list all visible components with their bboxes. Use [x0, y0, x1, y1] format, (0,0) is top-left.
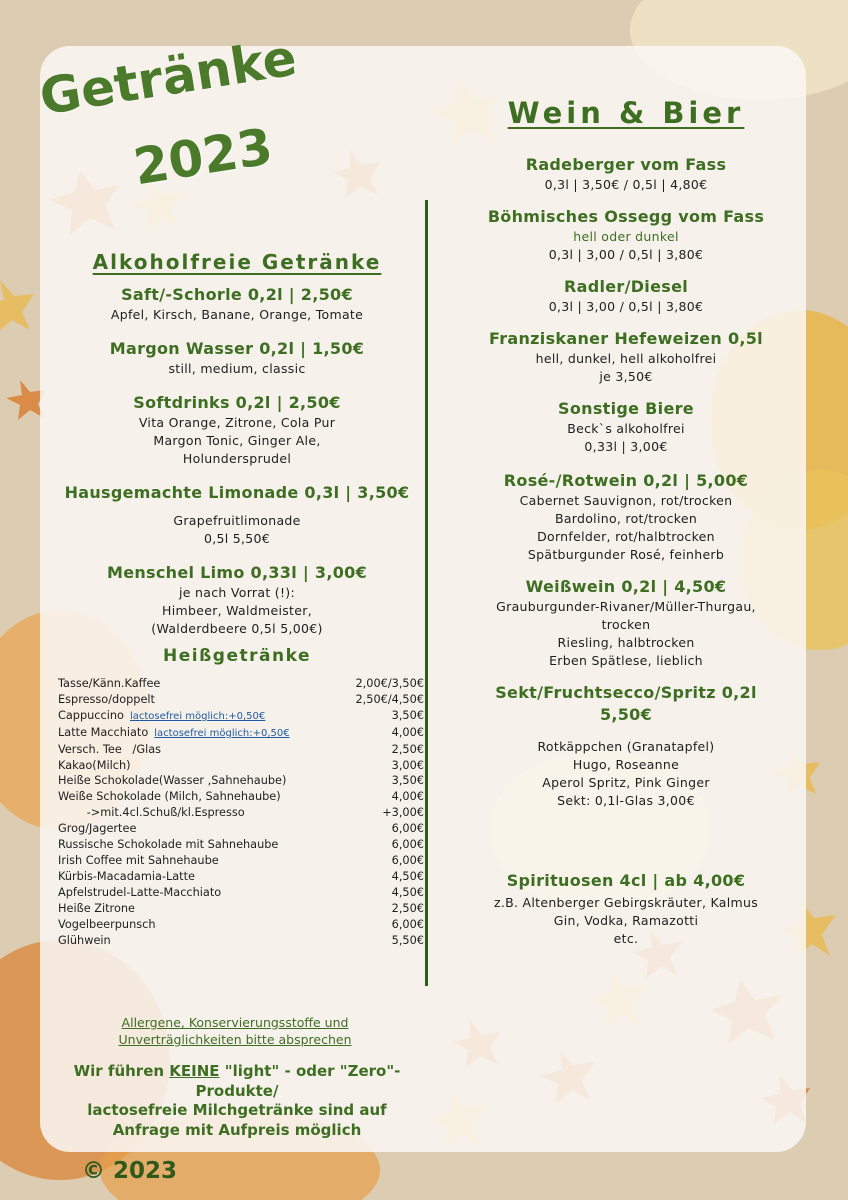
drink-name: ->mit.4cl.Schuß/kl.Espresso — [58, 806, 245, 820]
drink-price: 6,00€ — [391, 822, 424, 836]
item-description: Dornfelder, rot/halbtrocken — [537, 529, 715, 544]
menu-item — [436, 470, 816, 564]
drink-price: 2,50€ — [391, 901, 424, 915]
menu-item — [48, 482, 426, 548]
price-row — [48, 933, 426, 949]
menu-item — [436, 206, 816, 264]
section-title-alkoholfrei: Alkoholfreie Getränke — [92, 250, 382, 274]
price-row — [48, 692, 426, 708]
price-row — [48, 901, 426, 917]
menu-item — [436, 328, 816, 386]
item-title: Margon Wasser 0,2l | 1,50€ — [109, 339, 365, 358]
price-row — [48, 821, 426, 837]
menu-item — [436, 154, 816, 194]
item-description: Erben Spätlese, lieblich — [549, 653, 703, 668]
item-description: Bardolino, rot/trocken — [554, 511, 698, 526]
menu-year: 2023 — [129, 117, 277, 197]
price-row — [48, 676, 426, 692]
drink-price: 4,00€ — [391, 725, 424, 739]
item-description: 0,5l 5,50€ — [203, 531, 271, 546]
notice-line-2: Produkte/ — [195, 1081, 279, 1100]
item-description: Grauburgunder-Rivaner/Müller-Thurgau, — [496, 599, 756, 614]
copyright: © 2023 — [82, 1158, 178, 1184]
price-row — [48, 837, 426, 853]
drink-name: Apfelstrudel-Latte-Macchiato — [58, 885, 222, 899]
drink-name: Grog/Jagertee — [58, 822, 137, 836]
item-description: Beck`s alkoholfrei — [567, 421, 685, 436]
drink-price: 3,00€ — [391, 758, 424, 772]
item-description: 0,3l | 3,00 / 0,5l | 3,80€ — [548, 247, 704, 262]
lactose-note: lactosefrei möglich:+0,50€ — [154, 727, 290, 739]
item-title: Softdrinks 0,2l | 2,50€ — [133, 393, 341, 412]
item-title: Saft/-Schorle 0,2l | 2,50€ — [121, 285, 353, 304]
wein-bier-list — [436, 154, 816, 948]
item-title: Spirituosen 4cl | ab 4,00€ — [506, 871, 746, 890]
drink-price: 4,50€ — [391, 885, 424, 899]
menu-item — [436, 398, 816, 456]
menu-item — [436, 576, 816, 670]
drink-name: Latte Macchiato — [58, 725, 149, 739]
item-description: Spätburgunder Rosé, feinherb — [527, 547, 725, 562]
item-description: je 3,50€ — [599, 369, 653, 384]
drink-price: 3,50€ — [391, 774, 424, 788]
drink-name: Heiße Zitrone — [58, 901, 135, 915]
menu-item — [48, 338, 426, 378]
item-description: hell, dunkel, hell alkoholfrei — [535, 351, 717, 366]
item-description: Grapefruitlimonade — [173, 513, 301, 528]
drink-price: 3,50€ — [391, 708, 424, 722]
item-description: Aperol Spritz, Pink Ginger — [542, 775, 710, 790]
section-title-wein-bier: Wein & Bier — [507, 96, 745, 130]
item-description: 0,33l | 3,00€ — [584, 439, 668, 454]
notice-keine: KEINE — [169, 1062, 220, 1080]
notice-line-4: Anfrage mit Aufpreis möglich — [112, 1120, 362, 1139]
allergen-note — [90, 1014, 380, 1048]
menu-item — [48, 392, 426, 468]
allergen-line-2: Unverträglichkeiten bitte absprechen — [118, 1032, 352, 1047]
drink-price: 2,50€/4,50€ — [355, 692, 424, 706]
price-row — [48, 805, 426, 821]
item-title: Radler/Diesel — [563, 277, 689, 296]
drink-price: 6,00€ — [391, 917, 424, 931]
menu-item — [436, 870, 816, 948]
notice-post: "light" - oder "Zero"- — [219, 1062, 401, 1080]
item-description: z.B. Altenberger Gebirgskräuter, Kalmus — [493, 895, 759, 910]
menu-title: Getränke — [35, 28, 301, 127]
item-subtitle: hell oder dunkel — [573, 229, 679, 244]
drink-name: Russische Schokolade mit Sahnehaube — [58, 838, 279, 852]
item-description: Cabernet Sauvignon, rot/trocken — [519, 493, 733, 508]
item-description: etc. — [613, 931, 639, 946]
item-description: still, medium, classic — [168, 361, 306, 376]
item-title: Böhmisches Ossegg vom Fass — [487, 207, 765, 226]
item-title: Sekt/Fruchtsecco/Spritz 0,2l — [495, 683, 757, 702]
item-description: Margon Tonic, Ginger Ale, — [153, 433, 321, 448]
drink-name: Kürbis-Macadamia-Latte — [58, 869, 195, 883]
drink-name: Vogelbeerpunsch — [58, 917, 156, 931]
drink-price: 6,00€ — [391, 838, 424, 852]
menu-item — [436, 682, 816, 810]
price-row — [48, 853, 426, 869]
item-description: je nach Vorrat (!): — [179, 585, 295, 600]
item-title: Weißwein 0,2l | 4,50€ — [525, 577, 727, 596]
right-column — [436, 96, 816, 948]
item-description: Holundersprudel — [182, 451, 292, 466]
price-row — [48, 773, 426, 789]
drink-price: 2,50€ — [391, 742, 424, 756]
item-description: Rotkäppchen (Granatapfel) — [537, 739, 715, 754]
drink-name: Heiße Schokolade(Wasser ,Sahnehaube) — [58, 774, 287, 788]
drink-price: 4,00€ — [391, 790, 424, 804]
drink-name: Kakao(Milch) — [58, 758, 131, 772]
item-title: Rosé-/Rotwein 0,2l | 5,00€ — [503, 471, 749, 490]
drink-name: Glühwein — [58, 933, 111, 947]
notice-pre: Wir führen — [73, 1062, 170, 1080]
item-description: Apfel, Kirsch, Banane, Orange, Tomate — [110, 307, 364, 322]
drink-name: Weiße Schokolade (Milch, Sahnehaube) — [58, 790, 281, 804]
item-title: Sonstige Biere — [558, 399, 694, 418]
menu-item — [48, 284, 426, 324]
price-row — [48, 725, 426, 742]
price-row — [48, 758, 426, 774]
item-title: Menschel Limo 0,33l | 3,00€ — [106, 563, 368, 582]
item-description: 0,3l | 3,00 / 0,5l | 3,80€ — [548, 299, 704, 314]
item-title: Franziskaner Hefeweizen 0,5l — [489, 329, 763, 348]
price-row — [48, 869, 426, 885]
item-description: trocken — [601, 617, 651, 632]
item-description: (Walderdbeere 0,5l 5,00€) — [151, 621, 323, 636]
price-row — [48, 885, 426, 901]
item-description: Gin, Vodka, Ramazotti — [553, 913, 699, 928]
heiss-list — [48, 676, 426, 948]
notice-line-3: lactosefreie Milchgetränke sind auf — [87, 1101, 387, 1119]
drink-price: 6,00€ — [391, 853, 424, 867]
drink-price: 4,50€ — [391, 869, 424, 883]
drink-name: Cappuccino — [58, 708, 124, 722]
product-notice — [52, 1062, 422, 1140]
drink-name: Versch. Tee /Glas — [58, 742, 162, 756]
drink-name: Espresso/doppelt — [58, 692, 155, 706]
price-row — [48, 742, 426, 758]
item-title: Radeberger vom Fass — [525, 155, 727, 174]
drink-price: +3,00€ — [382, 806, 424, 820]
item-description: Riesling, halbtrocken — [557, 635, 695, 650]
allergen-line-1: Allergene, Konservierungsstoffe und — [121, 1015, 349, 1030]
menu-item — [48, 562, 426, 638]
price-row — [48, 708, 426, 725]
item-title-price: 5,50€ — [599, 705, 653, 724]
drink-price: 2,00€/3,50€ — [355, 677, 424, 690]
item-description: Hugo, Roseanne — [572, 757, 680, 772]
price-row — [48, 917, 426, 933]
drink-name: Tasse/Känn.Kaffee — [58, 677, 161, 690]
item-description: Himbeer, Waldmeister, — [162, 603, 312, 618]
lactose-note: lactosefrei möglich:+0,50€ — [129, 710, 266, 722]
left-column — [48, 250, 426, 948]
item-title: Hausgemachte Limonade 0,3l | 3,50€ — [64, 483, 410, 502]
item-description: Sekt: 0,1l-Glas 3,00€ — [557, 793, 695, 808]
menu-item — [436, 276, 816, 316]
drink-name: Irish Coffee mit Sahnehaube — [58, 853, 219, 867]
item-description: 0,3l | 3,50€ / 0,5l | 4,80€ — [544, 177, 708, 192]
price-row — [48, 789, 426, 805]
alkoholfrei-list — [48, 284, 426, 638]
section-title-heiss: Heißgetränke — [163, 646, 311, 666]
item-description: Vita Orange, Zitrone, Cola Pur — [138, 415, 336, 430]
drink-price: 5,50€ — [391, 933, 424, 947]
